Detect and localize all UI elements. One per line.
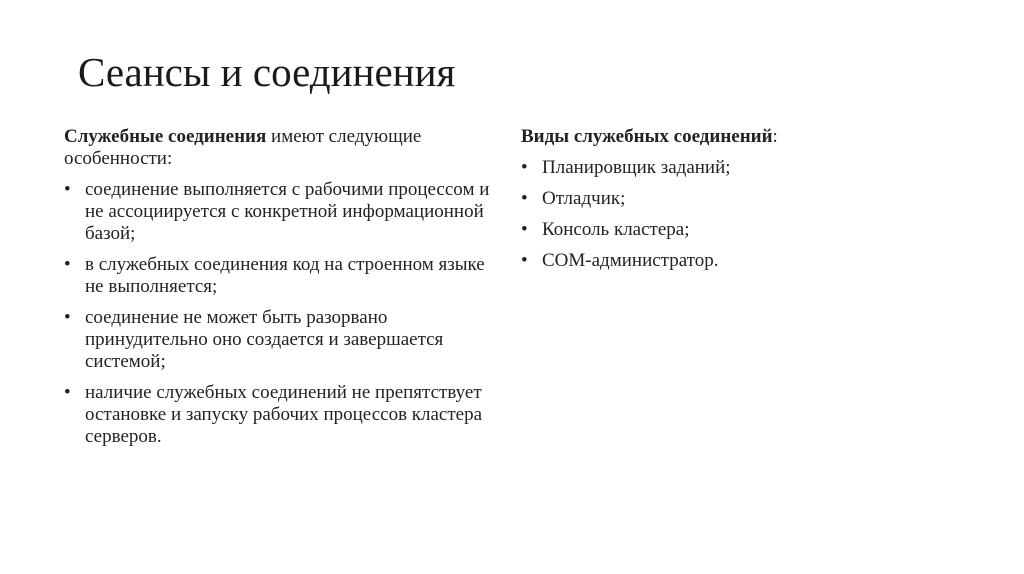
list-item — [521, 219, 961, 241]
slide-title: Сеансы и соединения — [78, 49, 456, 95]
right-bullet-list — [521, 157, 961, 272]
left-intro-rest: имеют следующие особенности: — [64, 126, 422, 169]
list-item — [521, 250, 961, 272]
left-bullet-list — [64, 179, 504, 448]
list-item-text: соединение выполняется с рабочими процессом и не ассоциируется с конкретной информационной базой; — [85, 179, 490, 244]
left-intro-bold: Служебные соединения — [64, 126, 267, 147]
bullet-icon: • — [64, 307, 71, 328]
right-column — [521, 126, 961, 281]
list-item — [521, 188, 961, 210]
right-intro — [521, 126, 961, 148]
bullet-icon: • — [64, 254, 71, 275]
bullet-icon: • — [64, 179, 71, 200]
left-column — [64, 126, 504, 457]
list-item — [521, 157, 961, 179]
list-item-text: Отладчик; — [542, 188, 626, 209]
bullet-icon: • — [521, 250, 528, 271]
list-item-text: соединение не может быть разорвано принудительно оно создается и завершается системой; — [85, 307, 444, 372]
list-item — [64, 179, 504, 245]
list-item-text: Консоль кластера; — [542, 219, 690, 240]
bullet-icon: • — [521, 219, 528, 240]
list-item-text: наличие служебных соединений не препятствует остановке и запуску рабочих процессов кластера серверов. — [85, 382, 483, 447]
list-item-text: Планировщик заданий; — [542, 157, 731, 178]
bullet-icon: • — [521, 188, 528, 209]
list-item — [64, 307, 504, 373]
right-intro-rest: : — [772, 126, 778, 147]
right-intro-bold: Виды служебных соединений — [521, 126, 773, 147]
list-item — [64, 382, 504, 448]
list-item — [64, 254, 504, 298]
bullet-icon: • — [521, 157, 528, 178]
list-item-text: COM-администратор. — [542, 250, 719, 271]
bullet-icon: • — [64, 382, 71, 403]
left-intro — [64, 126, 504, 170]
list-item-text: в служебных соединения код на строенном языке не выполняется; — [85, 254, 485, 297]
